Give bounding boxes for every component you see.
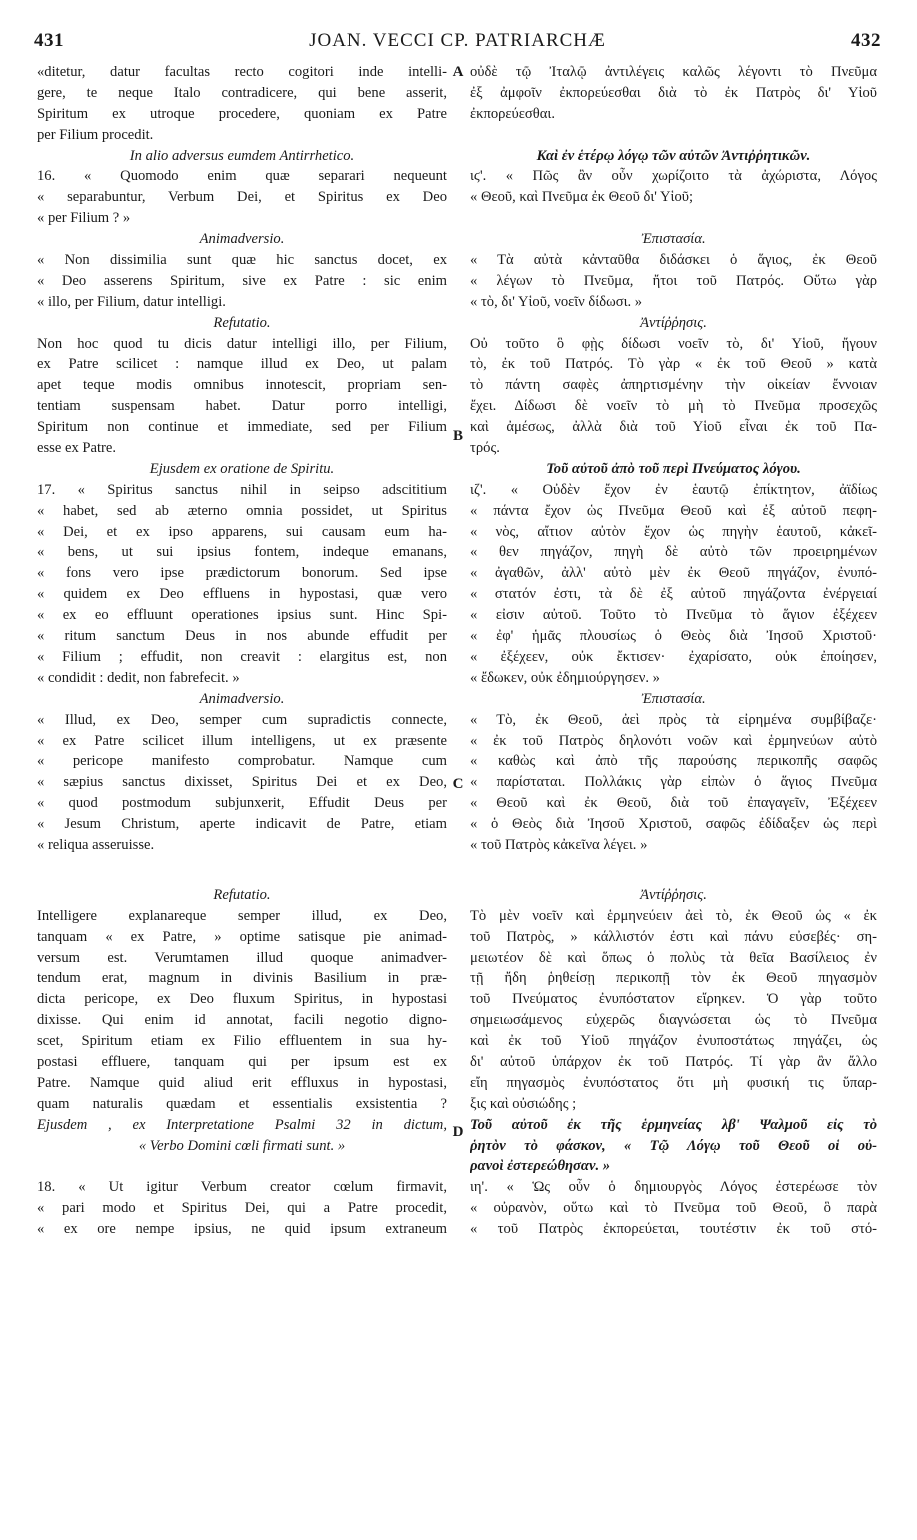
text-line: τρός. xyxy=(470,440,500,457)
text-line: ιη'. « Ὡς οὖν ὁ δημιουργὸς Λόγος ἐστερέωσε τὸν xyxy=(470,1179,877,1196)
text-line xyxy=(470,856,877,885)
text-line: « ἔδωκεν, οὐκ ἐδημιούργησεν. » xyxy=(470,669,660,686)
text-line: « Deo asserens Spiritum, sive ex Patre : sic enim xyxy=(37,272,447,289)
text-line: « sæpius sanctus dixisset, Spiritus Dei et ex Deo, xyxy=(37,774,447,791)
text-line: « ἀγαθῶν, ἀλλ' αὐτὸ μὲν ἐκ Θεοῦ πηγάζον, ἐνυπό- xyxy=(470,565,877,582)
text-line: Non hoc quod tu dicis datur intelligi illo, per Filium, xyxy=(37,335,447,352)
text-line: 16. « Quomodo enim quæ separari nequeunt xyxy=(37,168,447,185)
text-line: καὶ ἀμέσως, ἀλλὰ διὰ τοῦ Υἱοῦ εἶναι ἐκ τοῦ Πα- xyxy=(470,419,877,436)
text-line: « Illud, ex Deo, semper cum supradictis connecte, xyxy=(37,711,447,728)
text-line: τῇ ἤδη ῥηθείσῃ περικοπῇ τὸν ἐκ Θεοῦ πηγασμὸν xyxy=(470,970,877,987)
text-line: « quidem ex Deo effluens in hypostasi, quæ vero xyxy=(37,586,447,603)
text-line: ἔχει. Δίδωσι δὲ νοεῖν τὸ μὴ τὸ Πνεῦμα προσεχῶς xyxy=(470,398,877,415)
text-line: « ex ore nempe ipsius, ne quid ipsum extraneum xyxy=(37,1221,447,1238)
text-line: « τὸ, δι' Υἱοῦ, νοεῖν δίδωσι. » xyxy=(470,293,643,310)
text-line: « ἐφ' ἡμᾶς πλουσίως ὁ Θεὸς διὰ Ἰησοῦ Χριστοῦ· xyxy=(470,628,877,645)
section-heading: Τοῦ αὐτοῦ ἀπὸ τοῦ περὶ Πνεύματος λόγου. xyxy=(546,460,801,477)
text-line: « ἐξέχεεν, οὐκ ἔκτισεν· ἐχαρίσατο, οὐκ ἐποίησεν, xyxy=(470,648,877,665)
section-heading: Animadversio. xyxy=(199,690,285,707)
text-line: « Τὸ, ἐκ Θεοῦ, ἀεὶ πρὸς τὰ εἰρημένα συμβίβαζε· xyxy=(470,711,877,728)
text-line: ιϛ'. « Πῶς ἂν οὖν χωρίζοιτο τὰ ἀχώριστα, Λόγος xyxy=(470,168,877,185)
text-line: « fons vero ipse prædictorum bonorum. Sed ipse xyxy=(37,565,447,582)
section-heading: Ἐπιστασία. xyxy=(641,690,706,707)
text-line: « παρίσταται. Πολλάκις γὰρ εἰπὼν ὁ ἅγιος Πνεῦμα xyxy=(470,774,877,791)
text-line: τοῦ Πατρὸς, » κάλλιστόν ἐστι καὶ πάνυ εὐσεβές· ση- xyxy=(470,928,877,945)
text-line: « Non dissimilia sunt quæ hic sanctus docet, ex xyxy=(37,252,447,269)
text-line: Οὐ τοῦτο ὃ φῂς δίδωσι νοεῖν τὸ, δι' Υἱοῦ, ἤγουν xyxy=(470,335,877,352)
text-line: τοῦ Πνεύματος ἐνυπόστατον εἴρηκεν. Ὁ γὰρ τοῦτο xyxy=(470,991,877,1008)
text-line: σημειωσάμενος εὐχερῶς διαγνώσεται ὡς τὸ Πνεῦμα xyxy=(470,1012,877,1029)
text-line: « pericope manifesto comprobatur. Namque cum xyxy=(37,753,447,770)
running-title: JOAN. VECCI CP. PATRIARCHÆ xyxy=(309,30,606,51)
text-line: δι' αὐτοῦ ὑπάρχον ἐκ τοῦ Πατρός. Τί γὰρ ἂν ἄλλο xyxy=(470,1053,877,1070)
text-line: τὸ, ἐκ τοῦ Πατρός. Τὸ γὰρ « ἐκ τοῦ Θεοῦ » κατὰ xyxy=(470,356,877,373)
text-line: « ex Patre scilicet illum intelligens, ut ex præsente xyxy=(37,732,447,749)
text-line: « πάντα ἔχον ὡς Πνεῦμα Θεοῦ καὶ ἐξ αὐτοῦ πεφη- xyxy=(470,502,877,519)
text-line: apet teque modis omnibus innotescit, propriam sen- xyxy=(37,377,447,394)
text-line: « νὸς, αἴτιον αὐτὸν ἔχον ὡς πηγὴν ἑαυτοῦ, κἀκεῖ- xyxy=(470,523,877,540)
section-heading: Καὶ ἐν ἑτέρῳ λόγῳ τῶν αὐτῶν Ἀντιῤῥητικῶν. xyxy=(536,147,811,164)
left-page-number: 431 xyxy=(34,30,64,51)
text-line xyxy=(37,1156,447,1177)
right-page-number: 432 xyxy=(850,30,881,51)
text-line: « εἰσιν αὐτοῦ. Τοῦτο τὸ Πνεῦμα τὸ ἅγιον ἐξέχεεν xyxy=(470,607,877,624)
section-heading: In alio adversus eumdem Antirrhetico. xyxy=(129,147,355,164)
text-line: τὸ πάντη σαφὲς ἀπηρτισμένην τὴν οἰκείαν ἔννοιαν xyxy=(470,377,877,394)
text-line: « reliqua asseruisse. xyxy=(37,836,155,853)
text-line: postasi effluere, tanquam qui per ipsum est ex xyxy=(37,1053,447,1070)
text-line: « ἐκ τοῦ Πατρὸς δηλονότι νοῶν καὶ ἑρμηνεύων αὐτὸ xyxy=(470,732,877,749)
section-heading: « Verbo Domini cœli firmati sunt. » xyxy=(138,1137,346,1154)
text-line: « τοῦ Πατρὸς ἐκπορεύεται, τουτέστιν ἐκ τοῦ στό- xyxy=(470,1221,877,1238)
text-line: εἴη πηγασμὸς ἐνυπόστατος ὅτι μὴ φυσική τις ὕπαρ- xyxy=(470,1074,877,1091)
text-line: « θεν πηγάζον, πηγὴ δὲ αὐτὸ τῶν προειρημένων xyxy=(470,544,877,561)
latin-column xyxy=(37,62,447,1240)
section-heading: Ἐπιστασία. xyxy=(641,231,706,248)
text-line: Intelligere explanareque semper illud, ex Deo, xyxy=(37,907,447,924)
text-line: « quod postmodum subjunxerit, Effudit Deus per xyxy=(37,795,447,812)
text-line: « condidit : dedit, non fabrefecit. » xyxy=(37,669,240,686)
text-line: « Τὰ αὐτὰ κἀνταῦθα διδάσκει ὁ ἅγιος, ἐκ Θεοῦ xyxy=(470,252,877,269)
text-line: μειωτέον δὲ καὶ ὅπως ὁ πολὺς τὰ θεῖα Βασίλειος ἐν xyxy=(470,949,877,966)
text-line: καὶ ἐκ τοῦ Υἱοῦ πηγάζον ἐνυποστάτως πηγάζει, ὡς xyxy=(470,1033,877,1050)
text-line: οὐδὲ τῷ Ἰταλῷ ἀντιλέγεις καλῶς λέγοντι τὸ Πνεῦμα xyxy=(470,64,877,80)
text-line: ξις καὶ οὐσιώδης ; xyxy=(470,1095,577,1112)
text-line: Spiritum non continue et immediate, sed per Filium xyxy=(37,419,447,436)
text-line: tendum erat, magnum in divinis Basilium in præ- xyxy=(37,970,447,987)
text-line: « Θεοῦ καὶ ἐκ Θεοῦ, διὰ τοῦ ἐπαγαγεῖν, Ἐξέχεεν xyxy=(470,795,877,812)
section-heading: Refutatio. xyxy=(213,314,271,331)
text-line: esse ex Patre. xyxy=(37,440,117,457)
text-line: per Filium procedit. xyxy=(37,126,154,143)
text-line: scet, Spiritum etiam ex Filio effluentem in sua hy- xyxy=(37,1033,447,1050)
text-line xyxy=(37,856,447,885)
text-line: Τοῦ αὐτοῦ ἐκ τῆς ἑρμηνείας λβ' Ψαλμοῦ εἰς τὸ xyxy=(470,1116,877,1133)
text-line: « bens, ut sui ipsius fontem, indeque emanans, xyxy=(37,544,447,561)
text-line: gere, te neque Italo contradicere, qui bene asserit, xyxy=(37,84,447,101)
text-line xyxy=(470,208,877,229)
text-line: « τοῦ Πατρὸς κἀκεῖνα λέγει. » xyxy=(470,836,648,853)
greek-column xyxy=(470,62,877,1240)
text-line: quam naturalis quædam et essentialis exsistentia ? xyxy=(37,1095,447,1112)
section-heading: Refutatio. xyxy=(213,886,271,903)
text-line: ρανοὶ ἐστερεώθησαν. » xyxy=(470,1158,611,1175)
margin-letter-b: B xyxy=(452,428,463,444)
section-heading: Ejusdem ex oratione de Spiritu. xyxy=(149,460,335,477)
text-line: « illo, per Filium, datur intelligi. xyxy=(37,293,226,310)
text-line: « habet, sed ab æterno omnia possidet, ut Spiritus xyxy=(37,502,447,519)
section-heading: Ἀντίῤῥησις. xyxy=(640,886,707,903)
margin-letter-a: A xyxy=(452,64,464,80)
text-line: 17. « Spiritus sanctus nihil in seipso adscititium xyxy=(37,481,447,498)
text-line: ex Patre scilicet : namque illud ex Deo, ut palam xyxy=(37,356,447,373)
text-line: ιζ'. « Οὐδὲν ἔχον ἐν ἑαυτῷ ἐπίκτητον, ἀϊδίως xyxy=(470,481,877,498)
text-line: « καθὼς καὶ ἀπὸ τῆς παρούσης περικοπῆς σαφῶς xyxy=(470,753,877,770)
text-line: « λέγων τὸ Πνεῦμα, ἤτοι τοῦ Πατρός. Οὕτω γὰρ xyxy=(470,272,877,289)
text-line: Patre. Namque quid aliud erit effluxus in hypostasi, xyxy=(37,1074,447,1091)
text-line: « Dei, et ex ipso apparens, sui causam eum ha- xyxy=(37,523,447,540)
text-line: « Θεοῦ, καὶ Πνεῦμα ἐκ Θεοῦ δι' Υἱοῦ; xyxy=(470,189,694,206)
text-line: dixisse. Qui enim id annotat, facili negotio digno- xyxy=(37,1012,447,1029)
text-line: « per Filium ? » xyxy=(37,210,131,227)
text-line: « Filium ; effudit, non creavit : elargitus est, non xyxy=(37,648,447,665)
text-line: « Jesum Christum, aperte indicavit de Patre, etiam xyxy=(37,816,447,833)
text-line: « ὁ Θεὸς διὰ Ἰησοῦ Χριστοῦ, σαφῶς ἐδίδαξεν ὡς περὶ xyxy=(470,816,877,833)
text-line: « στατόν ἐστι, τὰ δὲ ἐξ αὐτοῦ πηγάζοντα ἐνέργειαί xyxy=(470,586,877,603)
text-line: « ex eo effluunt operationes ipsius sunt. Hinc Spi- xyxy=(37,607,447,624)
text-line: Ejusdem , ex Interpretatione Psalmi 32 in dictum, xyxy=(37,1116,447,1133)
margin-letter-c: C xyxy=(452,776,464,792)
text-line: ἐκπορεύεσθαι. xyxy=(470,105,555,122)
text-line: « οὐρανὸν, οὕτω καὶ τὸ Πνεῦμα τοῦ Θεοῦ, ὃ παρὰ xyxy=(470,1200,877,1217)
text-line: «ditetur, datur facultas recto cogitori inde intelli- xyxy=(37,64,447,80)
text-line: dicta pericope, ex Deo fluxum Spiritus, in hypostasi xyxy=(37,991,447,1008)
text-line: ῥητὸν τὸ φάσκον, « Τῷ Λόγῳ τοῦ Θεοῦ οἱ οὐ- xyxy=(470,1137,877,1154)
text-line: 18. « Ut igitur Verbum creator cœlum firmavit, xyxy=(37,1179,447,1196)
running-header xyxy=(34,30,881,58)
text-line: ἐξ ἀμφοῖν ἐκπορεύεσθαι διὰ τὸ ἐκ Πατρὸς δι' Υἱοῦ xyxy=(470,84,877,101)
text-line: « separabuntur, Verbum Dei, et Spiritus ex Deo xyxy=(37,189,447,206)
text-line: Τὸ μὲν νοεῖν καὶ ἑρμηνεύειν ἀεὶ τὸ, ἐκ Θεοῦ ὡς « ἐκ xyxy=(470,907,877,924)
text-line xyxy=(470,125,877,146)
text-line: versum est. Verumtamen illud quoque animadver- xyxy=(37,949,447,966)
section-heading: Ἀντίῤῥησις. xyxy=(640,314,707,331)
text-line: « pari modo et Spiritus Dei, qui a Patre procedit, xyxy=(37,1200,447,1217)
text-line: Spiritum ex utroque procedere, quoniam ex Patre xyxy=(37,105,447,122)
text-line: « ritum sanctum Deus in nos abunde effudit per xyxy=(37,628,447,645)
text-line: tentiam suspensam habet. Datur porro intelligi, xyxy=(37,398,447,415)
margin-letter-d: D xyxy=(452,1124,464,1140)
section-heading: Animadversio. xyxy=(199,231,285,248)
text-line: tanquam « ex Patre, » optime satisque pie animad- xyxy=(37,928,447,945)
